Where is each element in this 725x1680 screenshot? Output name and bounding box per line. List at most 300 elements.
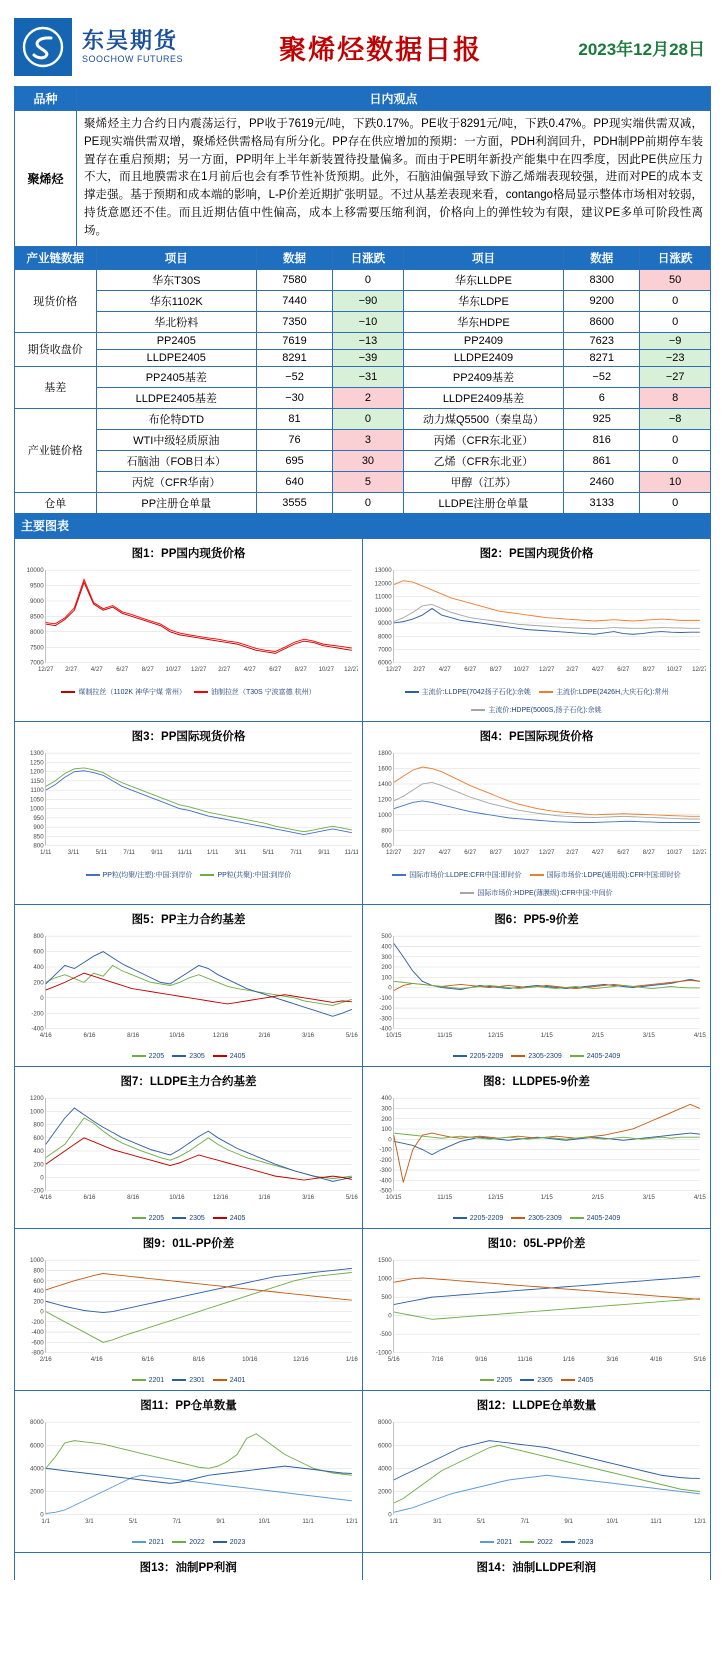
- legend-label: 2405: [229, 1214, 246, 1222]
- svg-text:1150: 1150: [30, 777, 44, 785]
- chain-item-left: PP注册仓单量: [96, 492, 256, 513]
- svg-text:500: 500: [381, 932, 392, 940]
- chain-item-right: PP2409: [403, 332, 563, 349]
- series-line: [394, 1475, 700, 1512]
- svg-text:1/11: 1/11: [206, 848, 219, 856]
- svg-text:4/16: 4/16: [650, 1355, 663, 1363]
- series-line: [46, 1273, 352, 1300]
- legend-label: 2405: [577, 1376, 594, 1384]
- svg-text:9/11: 9/11: [318, 848, 330, 856]
- chart-5-legend: [19, 1053, 358, 1060]
- legend-item: [132, 1377, 165, 1384]
- svg-text:4000: 4000: [377, 1465, 392, 1473]
- chain-change-left: 0: [333, 408, 404, 429]
- chain-header-change-left: 日涨跌: [333, 246, 404, 269]
- svg-text:800: 800: [33, 932, 44, 940]
- svg-text:5/16: 5/16: [345, 1193, 358, 1201]
- legend-item: [561, 1539, 594, 1546]
- view-opinion-text: 聚烯烃主力合约日内震荡运行，PP收于7619元/吨，下跌0.17%。PE收于8291元/吨，下跌0.47%。PP现实端供需双减，PE现实端供需双增，聚烯烃供需格局有所分化。PP存在供应增加的预期：一方面，PDH利润回升，PDH制PP前期停车装置存在重启预期；另一方面，PP明年上半年新装置待投量偏多。而由于PE明年新投产能集中在四季度，因此PE供应压力不大，而且地膜需求在1月前后也会有季节性补货预期。此外，石脑油偏强导致下游乙烯端表现较强，进而对PE的成本支撑走强。基于预期和成本端的影响，L-P价差近期扩张明显。不过从基差表现来看，contango格局显示整体市场相对较弱，持货意愿还不佳。而且近期估值中性偏高，成本上移需要压缩利润，价格向上的弹性较为有限，建议PE多单可阶段性离场。: [77, 111, 711, 247]
- svg-text:-1000: -1000: [375, 1349, 392, 1357]
- svg-text:12/27: 12/27: [692, 665, 706, 673]
- svg-text:0: 0: [388, 984, 392, 992]
- chart-11-plot: [19, 1416, 358, 1531]
- chain-change-left: −39: [333, 349, 404, 366]
- svg-text:2/27: 2/27: [218, 665, 231, 673]
- svg-text:1200: 1200: [29, 1095, 44, 1103]
- svg-text:4/27: 4/27: [438, 665, 451, 673]
- series-line: [46, 768, 352, 832]
- chain-header-value-right: 数据: [564, 246, 640, 269]
- series-line: [394, 1445, 700, 1503]
- legend-label: 国际市场价:LLDPE:CFR中国:即时价: [409, 871, 522, 879]
- chart-6-legend: [367, 1053, 706, 1060]
- chart-cell-4: [363, 722, 711, 905]
- chain-value-left: 3555: [256, 492, 332, 513]
- svg-text:4000: 4000: [29, 1465, 44, 1473]
- charts-section-title: 主要图表: [14, 513, 711, 538]
- legend-swatch-icon: [213, 1541, 227, 1543]
- svg-text:600: 600: [33, 1134, 44, 1142]
- series-line: [394, 608, 700, 634]
- svg-text:12/27: 12/27: [191, 665, 207, 673]
- legend-label: 2305-2309: [528, 1052, 562, 1060]
- chart-10-legend: [367, 1377, 706, 1384]
- legend-item: [511, 1053, 561, 1060]
- svg-text:7000: 7000: [29, 659, 44, 667]
- legend-swatch-icon: [520, 1541, 534, 1543]
- chain-change-right: 0: [640, 492, 711, 513]
- svg-text:4/27: 4/27: [438, 848, 451, 856]
- chain-change-right: 10: [640, 471, 711, 492]
- legend-label: 2205: [148, 1052, 165, 1060]
- chain-value-right: 6: [564, 387, 640, 408]
- svg-text:400: 400: [381, 943, 392, 951]
- legend-label: 2305: [189, 1214, 205, 1222]
- legend-swatch-icon: [200, 874, 214, 876]
- series-line: [46, 579, 352, 651]
- company-name: [82, 29, 183, 65]
- svg-text:1/1: 1/1: [389, 1517, 398, 1525]
- chain-value-right: 3133: [564, 492, 640, 513]
- chain-change-left: −10: [333, 311, 404, 332]
- svg-text:0: 0: [388, 1511, 392, 1519]
- chain-item-right: 甲醇（江苏）: [403, 471, 563, 492]
- chart-4-legend: [367, 870, 706, 898]
- chain-change-right: 0: [640, 429, 711, 450]
- legend-swatch-icon: [539, 691, 553, 693]
- legend-swatch-icon: [561, 1379, 575, 1381]
- legend-swatch-icon: [570, 1217, 584, 1219]
- svg-text:6/27: 6/27: [617, 848, 630, 856]
- svg-text:10/27: 10/27: [318, 665, 335, 673]
- chart-cell-11: [15, 1391, 363, 1553]
- svg-text:8/27: 8/27: [642, 848, 655, 856]
- series-line: [46, 1118, 352, 1179]
- svg-text:1800: 1800: [377, 749, 392, 757]
- chart-2-plot: [367, 564, 706, 679]
- svg-text:2/15: 2/15: [591, 1031, 604, 1039]
- svg-text:1/15: 1/15: [540, 1031, 553, 1039]
- chain-change-right: 50: [640, 269, 711, 290]
- table-row: [15, 366, 711, 387]
- legend-item: [453, 1053, 503, 1060]
- chart-1-plot: [19, 564, 358, 679]
- chart-6-title: 图6：PP5-9价差: [494, 913, 579, 926]
- svg-text:-600: -600: [31, 1339, 44, 1347]
- chain-group-label: 基差: [15, 366, 97, 408]
- svg-text:1000: 1000: [29, 1257, 44, 1265]
- svg-text:12/1: 12/1: [345, 1517, 358, 1525]
- chain-header-value-left: 数据: [256, 246, 332, 269]
- view-col-variety: 品种: [15, 87, 77, 111]
- chart-2-title: 图2：PE国内现货价格: [479, 547, 594, 560]
- svg-text:3/11: 3/11: [67, 848, 80, 856]
- svg-text:6000: 6000: [377, 659, 392, 667]
- svg-text:0: 0: [40, 1174, 44, 1182]
- svg-text:11/1: 11/1: [302, 1517, 314, 1525]
- chain-change-left: 3: [333, 429, 404, 450]
- table-row: [15, 349, 711, 366]
- svg-text:5/1: 5/1: [476, 1517, 486, 1525]
- chain-item-left: 石脑油（FOB日本）: [96, 450, 256, 471]
- chart-3-legend: [19, 870, 358, 880]
- legend-label: 2301: [189, 1376, 205, 1384]
- svg-text:1000: 1000: [29, 805, 44, 813]
- chain-item-right: LLDPE注册仓单量: [403, 492, 563, 513]
- chart-cell-9: [15, 1229, 363, 1391]
- svg-text:11/15: 11/15: [437, 1193, 453, 1201]
- legend-item: [213, 1053, 246, 1060]
- svg-text:-200: -200: [379, 1156, 392, 1164]
- svg-text:900: 900: [33, 823, 44, 831]
- chain-change-right: −9: [640, 332, 711, 349]
- svg-text:1050: 1050: [29, 796, 44, 804]
- chain-group-label: 期货收盘价: [15, 332, 97, 366]
- table-row: [15, 492, 711, 513]
- chart-11-legend: [19, 1539, 358, 1546]
- chart-9-plot: [19, 1254, 358, 1369]
- legend-item: [132, 1539, 165, 1546]
- svg-text:12000: 12000: [374, 580, 392, 588]
- chain-value-left: 640: [256, 471, 332, 492]
- series-line: [394, 580, 700, 620]
- legend-item: [530, 870, 681, 880]
- svg-text:5/16: 5/16: [387, 1355, 400, 1363]
- legend-label: 2405-2409: [586, 1052, 621, 1060]
- legend-swatch-icon: [172, 1055, 186, 1057]
- page-title: 聚烯烃数据日报: [279, 34, 483, 65]
- svg-text:2/16: 2/16: [39, 1355, 52, 1363]
- svg-text:500: 500: [381, 1294, 392, 1302]
- svg-text:4/27: 4/27: [591, 665, 604, 673]
- legend-swatch-icon: [172, 1541, 186, 1543]
- svg-text:9500: 9500: [29, 582, 44, 590]
- svg-text:200: 200: [33, 1161, 44, 1169]
- svg-text:-400: -400: [379, 1177, 392, 1185]
- svg-text:1/16: 1/16: [562, 1355, 575, 1363]
- chart-cell-7: [15, 1067, 363, 1229]
- svg-text:8/16: 8/16: [192, 1355, 205, 1363]
- legend-label: 2201: [148, 1376, 165, 1384]
- svg-text:12/15: 12/15: [488, 1193, 504, 1201]
- svg-text:600: 600: [381, 842, 392, 850]
- svg-text:6/27: 6/27: [116, 665, 129, 673]
- svg-text:3/11: 3/11: [234, 848, 247, 856]
- svg-text:8/27: 8/27: [141, 665, 154, 673]
- chain-item-left: WTI中级轻质原油: [96, 429, 256, 450]
- svg-text:9000: 9000: [29, 597, 44, 605]
- svg-text:6/16: 6/16: [83, 1193, 96, 1201]
- svg-text:0: 0: [388, 1136, 392, 1144]
- legend-label: 2022: [537, 1538, 553, 1546]
- chain-header-change-right: 日涨跌: [640, 246, 711, 269]
- legend-item: [460, 888, 612, 898]
- svg-text:6/16: 6/16: [141, 1355, 154, 1363]
- chain-value-right: 7623: [564, 332, 640, 349]
- chart-6-plot: [367, 930, 706, 1045]
- table-row: [15, 311, 711, 332]
- svg-text:8000: 8000: [377, 632, 392, 640]
- svg-text:1/15: 1/15: [540, 1193, 553, 1201]
- legend-swatch-icon: [530, 874, 544, 876]
- svg-text:1000: 1000: [377, 1275, 392, 1283]
- svg-text:1000: 1000: [29, 1108, 44, 1116]
- svg-text:5/11: 5/11: [95, 848, 108, 856]
- svg-text:950: 950: [33, 814, 44, 822]
- chain-change-right: 0: [640, 450, 711, 471]
- svg-text:-100: -100: [379, 994, 392, 1002]
- legend-label: 2205: [148, 1214, 165, 1222]
- table-row: [15, 450, 711, 471]
- legend-swatch-icon: [511, 1055, 525, 1057]
- legend-swatch-icon: [460, 892, 474, 894]
- view-col-opinion: 日内观点: [77, 87, 711, 111]
- chart-10-plot: [367, 1254, 706, 1369]
- chain-change-left: −31: [333, 366, 404, 387]
- legend-swatch-icon: [172, 1379, 186, 1381]
- chain-group-label: 现货价格: [15, 269, 97, 332]
- svg-text:1200: 1200: [29, 768, 44, 776]
- chain-item-right: 华东LLDPE: [403, 269, 563, 290]
- legend-swatch-icon: [132, 1217, 146, 1219]
- legend-label: 2401: [229, 1376, 246, 1384]
- table-row: [15, 429, 711, 450]
- svg-text:12/27: 12/27: [344, 665, 358, 673]
- svg-text:1100: 1100: [30, 786, 44, 794]
- series-line: [394, 1104, 700, 1182]
- svg-text:11/15: 11/15: [437, 1031, 453, 1039]
- legend-item: [570, 1215, 620, 1222]
- svg-text:12/15: 12/15: [488, 1031, 504, 1039]
- chain-value-left: 7580: [256, 269, 332, 290]
- legend-label: 国际市场价:LDPE(通用级):CFR中国:即时价: [546, 871, 681, 879]
- svg-text:0: 0: [40, 1511, 44, 1519]
- legend-item: [172, 1539, 205, 1546]
- chain-change-right: −8: [640, 408, 711, 429]
- chart-1-legend: [19, 687, 358, 697]
- svg-text:8000: 8000: [377, 1419, 392, 1427]
- svg-text:-400: -400: [31, 1328, 44, 1336]
- chain-item-right: 乙烯（CFR东北亚）: [403, 450, 563, 471]
- svg-text:6000: 6000: [29, 1442, 44, 1450]
- chain-item-left: PP2405基差: [96, 366, 256, 387]
- chart-3-plot: [19, 747, 358, 862]
- report-header: [14, 14, 711, 86]
- chain-change-left: −90: [333, 290, 404, 311]
- svg-text:6/16: 6/16: [83, 1031, 96, 1039]
- svg-text:2/27: 2/27: [413, 848, 426, 856]
- series-line: [394, 767, 700, 816]
- svg-text:10/27: 10/27: [513, 665, 529, 673]
- legend-item: [213, 1539, 246, 1546]
- legend-item: [172, 1053, 205, 1060]
- chain-item-left: 丙烷（CFR华南）: [96, 471, 256, 492]
- legend-item: [480, 1377, 513, 1384]
- legend-swatch-icon: [86, 874, 100, 876]
- chart-cell-6: [363, 905, 711, 1067]
- svg-text:-300: -300: [379, 1015, 392, 1023]
- svg-text:1200: 1200: [377, 796, 392, 804]
- legend-swatch-icon: [132, 1379, 146, 1381]
- chart-12-legend: [367, 1539, 706, 1546]
- svg-text:2000: 2000: [377, 1488, 392, 1496]
- series-line: [394, 801, 700, 823]
- svg-text:8/16: 8/16: [127, 1193, 140, 1201]
- svg-text:10000: 10000: [374, 606, 392, 614]
- legend-swatch-icon: [480, 1541, 494, 1543]
- legend-item: [405, 687, 531, 697]
- svg-text:4/15: 4/15: [693, 1031, 706, 1039]
- svg-text:0: 0: [388, 1312, 392, 1320]
- chain-header-item-right: 项目: [403, 246, 563, 269]
- svg-text:800: 800: [381, 826, 392, 834]
- chain-value-right: 8300: [564, 269, 640, 290]
- chain-item-left: 华东T30S: [96, 269, 256, 290]
- svg-text:4/27: 4/27: [243, 665, 256, 673]
- series-line: [394, 782, 700, 819]
- svg-text:-800: -800: [31, 1349, 44, 1357]
- svg-text:8/27: 8/27: [294, 665, 307, 673]
- chart-14-title: 图14：油制LLDPE利润: [476, 1561, 596, 1574]
- svg-text:12/27: 12/27: [692, 848, 706, 856]
- svg-text:7/16: 7/16: [431, 1355, 444, 1363]
- svg-text:4/27: 4/27: [591, 848, 604, 856]
- chart-cell-3: [15, 722, 363, 905]
- svg-text:5/1: 5/1: [128, 1517, 138, 1525]
- legend-swatch-icon: [453, 1055, 467, 1057]
- table-row: [15, 387, 711, 408]
- chart-7-legend: [19, 1215, 358, 1222]
- series-line: [394, 1276, 700, 1304]
- svg-text:8500: 8500: [29, 613, 44, 621]
- svg-text:-400: -400: [31, 1025, 44, 1033]
- chain-change-left: −13: [333, 332, 404, 349]
- svg-text:400: 400: [381, 1095, 392, 1103]
- chain-value-right: 9200: [564, 290, 640, 311]
- charts-grid: [14, 538, 711, 1553]
- legend-item: [539, 687, 668, 697]
- series-line: [46, 1268, 352, 1312]
- chain-item-left: LLDPE2405基差: [96, 387, 256, 408]
- svg-text:11/16: 11/16: [517, 1355, 533, 1363]
- svg-text:400: 400: [33, 1287, 44, 1295]
- legend-swatch-icon: [520, 1379, 534, 1381]
- svg-text:7/1: 7/1: [172, 1517, 182, 1525]
- chart-12-plot: [367, 1416, 706, 1531]
- svg-text:200: 200: [381, 963, 392, 971]
- svg-text:1400: 1400: [377, 780, 392, 788]
- svg-text:2/15: 2/15: [591, 1193, 604, 1201]
- legend-item: [61, 687, 186, 697]
- industry-chain-table: [14, 246, 711, 514]
- chain-item-right: 动力煤Q5500（秦皇岛）: [403, 408, 563, 429]
- legend-item: [570, 1053, 620, 1060]
- chain-change-left: 0: [333, 492, 404, 513]
- chain-change-left: 30: [333, 450, 404, 471]
- legend-item: [213, 1215, 246, 1222]
- svg-text:600: 600: [33, 1277, 44, 1285]
- svg-text:4/27: 4/27: [90, 665, 103, 673]
- chart-12-title: 图12：LLDPE仓单数量: [476, 1399, 597, 1412]
- chain-value-right: 816: [564, 429, 640, 450]
- company-name-cn: 东吴期货: [82, 28, 179, 54]
- svg-text:8/27: 8/27: [489, 665, 502, 673]
- chain-group-label: 产业链价格: [15, 408, 97, 492]
- chart-cell-8: [363, 1067, 711, 1229]
- chain-item-right: LLDPE2409基差: [403, 387, 563, 408]
- svg-text:7500: 7500: [29, 643, 44, 651]
- legend-swatch-icon: [392, 874, 406, 876]
- chain-item-right: LLDPE2409: [403, 349, 563, 366]
- svg-text:1/16: 1/16: [345, 1355, 358, 1363]
- svg-text:9/1: 9/1: [216, 1517, 225, 1525]
- svg-text:3/1: 3/1: [85, 1517, 94, 1525]
- series-line: [46, 951, 352, 1016]
- svg-text:12/16: 12/16: [212, 1193, 229, 1201]
- series-line: [394, 1298, 700, 1319]
- series-line: [394, 1441, 700, 1480]
- chart-5-plot: [19, 930, 358, 1045]
- chain-value-left: 76: [256, 429, 332, 450]
- legend-item: [132, 1053, 165, 1060]
- svg-text:10/16: 10/16: [169, 1193, 185, 1201]
- chain-item-right: 丙烯（CFR东北亚）: [403, 429, 563, 450]
- svg-text:8/27: 8/27: [642, 665, 655, 673]
- table-row: [15, 471, 711, 492]
- chain-item-right: 华东HDPE: [403, 311, 563, 332]
- legend-item: [511, 1215, 561, 1222]
- chart-cell-12: [363, 1391, 711, 1553]
- chain-value-left: 81: [256, 408, 332, 429]
- svg-text:800: 800: [33, 1121, 44, 1129]
- chain-change-right: −27: [640, 366, 711, 387]
- chart-8-legend: [367, 1215, 706, 1222]
- chain-header-item-left: 项目: [96, 246, 256, 269]
- legend-swatch-icon: [453, 1217, 467, 1219]
- chain-change-right: −23: [640, 349, 711, 366]
- svg-text:4/16: 4/16: [39, 1193, 52, 1201]
- chain-value-left: −52: [256, 366, 332, 387]
- svg-text:2/27: 2/27: [566, 848, 579, 856]
- legend-swatch-icon: [480, 1379, 494, 1381]
- chain-value-right: −52: [564, 366, 640, 387]
- svg-text:2/27: 2/27: [65, 665, 78, 673]
- svg-text:100: 100: [381, 974, 392, 982]
- svg-text:9/11: 9/11: [151, 848, 163, 856]
- svg-text:-500: -500: [379, 1331, 392, 1339]
- legend-label: 油制拉丝（T30S 宁波富德 杭州）: [211, 688, 316, 696]
- chain-change-left: 2: [333, 387, 404, 408]
